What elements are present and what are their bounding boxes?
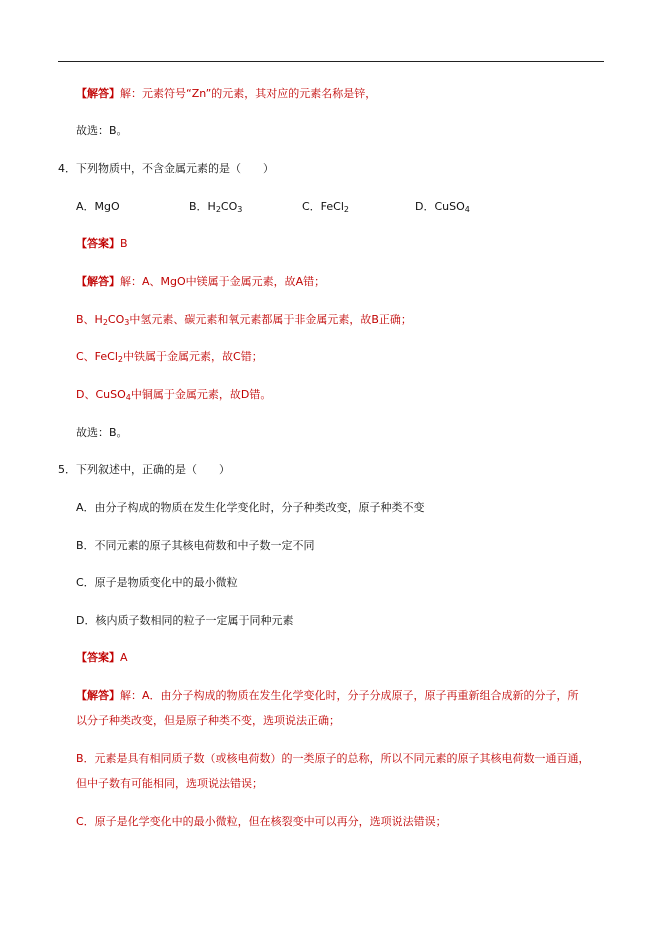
q4-analysis-d: D、CuSO$_4$中铜属于金属元素，故D错。 [76,388,272,402]
q4-choose: 故选：B。 [76,426,128,439]
q4-answer [76,236,128,252]
q4-option-a: A．MgO [76,200,120,213]
answer-tag: 【答案】 [76,651,120,664]
q5-analysis-a2: 以分子种类改变，但是原子种类不变，选项说法正确； [76,714,340,727]
q4-option-d: D．CuSO$_4$ [415,200,470,214]
analysis-tag: 【解答】 [76,275,120,288]
q4-option-c: C．FeCl$_2$ [302,200,350,214]
q5-option-b: B．不同元素的原子其核电荷数和中子数一定不同 [76,539,315,552]
analysis-tag: 【解答】 [76,87,120,100]
q5-analysis-a1: 【解答】解：A．由分子构成的物质在发生化学变化时，分子分成原子，原子再重新组合成新的分子，所 [76,689,579,702]
q5-question-close: ） [219,463,230,476]
q5-question-text: 5．下列叙述中，正确的是（ [58,463,197,476]
q5-option-a: A．由分子构成的物质在发生化学变化时，分子种类改变，原子种类不变 [76,501,425,514]
q5-analysis-b1: B．元素是具有相同质子数（或核电荷数）的一类原子的总称，所以不同元素的原子其核电荷数一通百通， [76,752,590,765]
q4-question-close: ） [263,162,274,175]
analysis-tag: 【解答】 [76,689,120,702]
q5-option-d: D．核内质子数相同的粒子一定属于同种元素 [76,614,294,627]
q3-analysis [76,86,376,102]
header-rule [58,61,604,62]
q4-analysis-b: B、$H_2CO_3$中氢元素、碳元素和氧元素都属于非金属元素，故B正确； [76,313,412,327]
q4-question-text: 4．下列物质中，不含金属元素的是（ [58,162,241,175]
q4-question [58,161,274,177]
q5-question [58,462,230,478]
q5-option-c: C．原子是物质变化中的最小微粒 [76,576,238,589]
q5-analysis-b2: 但中子数有可能相同，选项说法错误； [76,777,263,790]
answer-tag: 【答案】 [76,237,120,250]
answer-value: A [120,651,128,664]
analysis-text: 解：元素符号“Zn”的元素，其对应的元素名称是锌， [120,87,377,100]
q4-analysis-a: 【解答】解：A、MgO中镁属于金属元素，故A错； [76,275,326,288]
q5-answer [76,650,128,666]
q5-analysis-c1: C．原子是化学变化中的最小微粒，但在核裂变中可以再分，选项说法错误； [76,815,447,828]
q4-option-b: B．$H_2CO_3$ [189,200,243,214]
answer-value: B [120,237,128,250]
q3-choose: 故选：B。 [76,124,128,137]
q4-analysis-c: C、FeCl$_2$中铁属于金属元素，故C错； [76,350,263,364]
